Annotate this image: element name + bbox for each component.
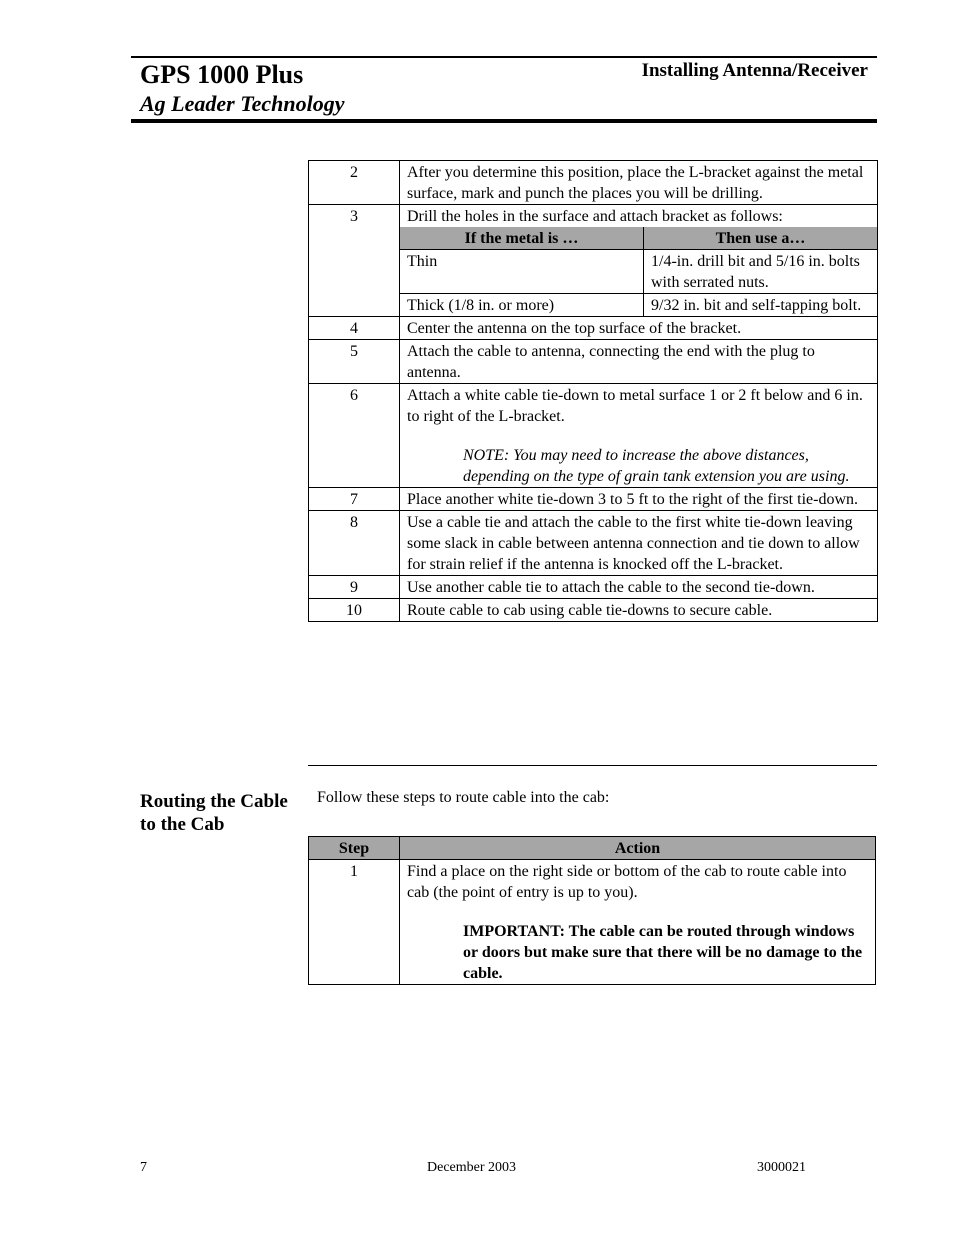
step-number: 10 bbox=[309, 599, 400, 622]
table-cell: Thin bbox=[400, 250, 644, 294]
table-header-row bbox=[309, 837, 876, 860]
table-cell: 1/4-in. drill bit and 5/16 in. bolts with serrated nuts. bbox=[644, 250, 878, 294]
column-header-step: Step bbox=[309, 837, 400, 860]
routing-steps-table bbox=[308, 836, 876, 985]
step-action: After you determine this position, place the L-bracket against the metal surface, mark and punch the places you will be drilling. bbox=[400, 161, 878, 205]
metal-thickness-table bbox=[400, 227, 877, 316]
header-bottom-rule bbox=[131, 119, 877, 123]
table-row bbox=[309, 599, 878, 622]
step-action-text: Drill the holes in the surface and attach bracket as follows: bbox=[407, 208, 783, 225]
footer-date: December 2003 bbox=[427, 1160, 517, 1175]
step-number: 7 bbox=[309, 488, 400, 511]
installation-steps-table bbox=[308, 160, 878, 622]
page-number: 7 bbox=[140, 1160, 147, 1175]
step-action: Use a cable tie and attach the cable to the first white tie-down leaving some slack in cable between antenna connection and tie down to allow for strain relief if the antenna is knocked off the L-bracket. bbox=[400, 511, 878, 576]
step-number: 4 bbox=[309, 317, 400, 340]
important-note: IMPORTANT: The cable can be routed through windows or doors but make sure that there will be no damage to the cable. bbox=[463, 923, 863, 982]
routing-heading: Routing the Cable to the Cab bbox=[140, 791, 288, 835]
table-cell: Thick (1/8 in. or more) bbox=[400, 294, 644, 317]
section-title: Installing Antenna/Receiver bbox=[641, 60, 868, 81]
document-number: 3000021 bbox=[757, 1160, 806, 1175]
step-action-text: Attach a white cable tie-down to metal surface 1 or 2 ft below and 6 in. to right of the L-bracket. bbox=[407, 387, 863, 425]
table-row bbox=[400, 294, 877, 317]
step-note: NOTE: You may need to increase the above distances, depending on the type of grain tank extension you are using. bbox=[463, 447, 850, 485]
step-number: 6 bbox=[309, 384, 400, 488]
column-header: If the metal is … bbox=[400, 227, 644, 250]
step-action bbox=[400, 860, 876, 985]
company-name: Ag Leader Technology bbox=[140, 91, 345, 116]
section-divider bbox=[308, 765, 877, 766]
step-number: 8 bbox=[309, 511, 400, 576]
step-number: 2 bbox=[309, 161, 400, 205]
document-title: GPS 1000 Plus bbox=[140, 60, 304, 89]
table-row bbox=[309, 340, 878, 384]
column-header-action: Action bbox=[400, 837, 876, 860]
table-cell: 9/32 in. bit and self-tapping bolt. bbox=[644, 294, 878, 317]
step-action: Place another white tie-down 3 to 5 ft to the right of the first tie-down. bbox=[400, 488, 878, 511]
table-row bbox=[309, 384, 878, 488]
table-row bbox=[309, 488, 878, 511]
step-action bbox=[400, 205, 878, 317]
step-action-text: Find a place on the right side or bottom of the cab to route cable into cab (the point of entry is up to you). bbox=[407, 863, 847, 901]
table-row bbox=[400, 250, 877, 294]
table-row bbox=[309, 511, 878, 576]
table-row bbox=[309, 205, 878, 317]
step-number: 5 bbox=[309, 340, 400, 384]
header-top-rule bbox=[131, 56, 877, 58]
table-row bbox=[309, 576, 878, 599]
step-action bbox=[400, 384, 878, 488]
step-action: Route cable to cab using cable tie-downs to secure cable. bbox=[400, 599, 878, 622]
step-action: Center the antenna on the top surface of the bracket. bbox=[400, 317, 878, 340]
step-number: 3 bbox=[309, 205, 400, 317]
step-number: 9 bbox=[309, 576, 400, 599]
column-header: Then use a… bbox=[644, 227, 878, 250]
table-row bbox=[309, 317, 878, 340]
step-action: Use another cable tie to attach the cable to the second tie-down. bbox=[400, 576, 878, 599]
step-action: Attach the cable to antenna, connecting the end with the plug to antenna. bbox=[400, 340, 878, 384]
step-number: 1 bbox=[309, 860, 400, 985]
table-row bbox=[309, 161, 878, 205]
table-row bbox=[309, 860, 876, 985]
table-header-row bbox=[400, 227, 877, 250]
routing-intro: Follow these steps to route cable into the cab: bbox=[317, 789, 610, 806]
